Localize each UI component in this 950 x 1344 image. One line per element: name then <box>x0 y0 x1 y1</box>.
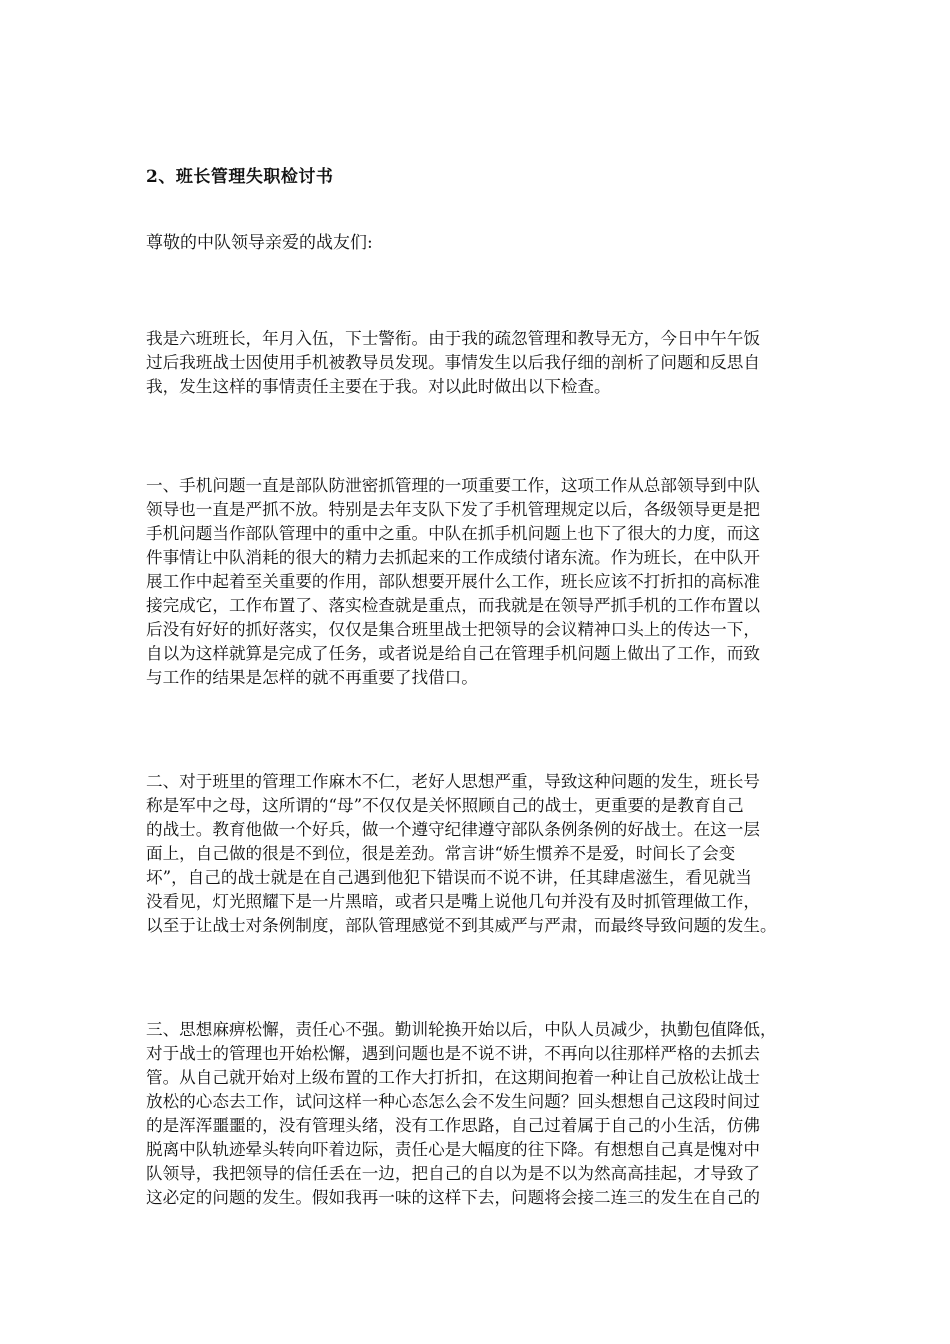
paragraph-line: 后没有好好的抓好落实，仅仅是集合班里战士把领导的会议精神口头上的传达一下， <box>146 620 760 639</box>
paragraph-line: 管。从自己就开始对上级布置的工作大打折扣，在这期间抱着一种让自己放松让战士 <box>146 1068 760 1087</box>
paragraph-line: 坏”，自己的战士就是在自己遇到他犯下错误而不说不讲，任其肆虐滋生，看见就当 <box>146 868 752 887</box>
paragraph-line: 二、对于班里的管理工作麻木不仁，老好人思想严重，导致这种问题的发生，班长号 <box>146 772 760 791</box>
paragraph-line: 面上，自己做的很是不到位，很是差劲。常言讲“娇生惯养不是爱，时间长了会变 <box>146 844 736 863</box>
paragraph-intro <box>146 327 806 399</box>
paragraph-line: 的战士。教育他做一个好兵，做一个遵守纪律遵守部队条例条例的好战士。在这一层 <box>146 820 760 839</box>
paragraph-line: 件事情让中队消耗的很大的精力去抓起来的工作成绩付诸东流。作为班长，在中队开 <box>146 548 760 567</box>
paragraph-line: 手机问题当作部队管理中的重中之重。中队在抓手机问题上也下了很大的力度，而这 <box>146 524 760 543</box>
paragraph-line: 我，发生这样的事情责任主要在于我。对以此时做出以下检查。 <box>146 377 611 396</box>
paragraph-line: 三、思想麻痹松懈，责任心不强。勤训轮换开始以后，中队人员减少，执勤包值降低， <box>146 1020 777 1039</box>
paragraph-line: 我是六班班长，年月入伍，下士警衔。由于我的疏忽管理和教导无方，今日中午午饭 <box>146 329 760 348</box>
paragraph-line: 自以为这样就算是完成了任务，或者说是给自己在管理手机问题上做出了工作，而致 <box>146 644 760 663</box>
paragraph-line: 的是浑浑噩噩的，没有管理头绪，没有工作思路，自己过着属于自己的小生活，仿佛 <box>146 1116 760 1135</box>
paragraph-line: 接完成它，工作布置了、落实检查就是重点，而我就是在领导严抓手机的工作布置以 <box>146 596 760 615</box>
paragraph-line: 过后我班战士因使用手机被教导员发现。事情发生以后我仔细的剖析了问题和反思自 <box>146 353 760 372</box>
paragraph-line: 展工作中起着至关重要的作用，部队想要开展什么工作，班长应该不打折扣的高标准 <box>146 572 760 591</box>
salutation: 尊敬的中队领导亲爱的战友们: <box>146 233 373 253</box>
paragraph-line: 领导也一直是严抓不放。特别是去年支队下发了手机管理规定以后，各级领导更是把 <box>146 500 760 519</box>
paragraph-line: 队领导，我把领导的信任丢在一边，把自己的自以为是不以为然高高挂起，才导致了 <box>146 1164 760 1183</box>
paragraph-line: 对于战士的管理也开始松懈，遇到问题也是不说不讲，不再向以往那样严格的去抓去 <box>146 1044 760 1063</box>
paragraph-point-two <box>146 770 806 938</box>
paragraph-line: 脱离中队轨迹晕头转向吓着边际，责任心是大幅度的往下降。有想想自己真是愧对中 <box>146 1140 760 1159</box>
paragraph-line: 没看见，灯光照耀下是一片黑暗，或者只是嘴上说他几句并没有及时抓管理做工作， <box>146 892 760 911</box>
document-title: 2、班长管理失职检讨书 <box>146 167 334 187</box>
paragraph-line: 与工作的结果是怎样的就不再重要了找借口。 <box>146 668 478 687</box>
paragraph-point-one <box>146 474 806 690</box>
paragraph-point-three <box>146 1018 806 1210</box>
paragraph-line: 以至于让战士对条例制度，部队管理感觉不到其威严与严肃，而最终导致问题的发生。 <box>146 916 777 935</box>
paragraph-line: 称是军中之母，这所谓的“母”不仅仅是关怀照顾自己的战士，更重要的是教育自己 <box>146 796 744 815</box>
paragraph-line: 一、手机问题一直是部队防泄密抓管理的一项重要工作，这项工作从总部领导到中队 <box>146 476 760 495</box>
paragraph-line: 这必定的问题的发生。假如我再一味的这样下去，问题将会接二连三的发生在自己的 <box>146 1188 760 1207</box>
paragraph-line: 放松的心态去工作，试问这样一种心态怎么会不发生问题？回头想想自己这段时间过 <box>146 1092 760 1111</box>
